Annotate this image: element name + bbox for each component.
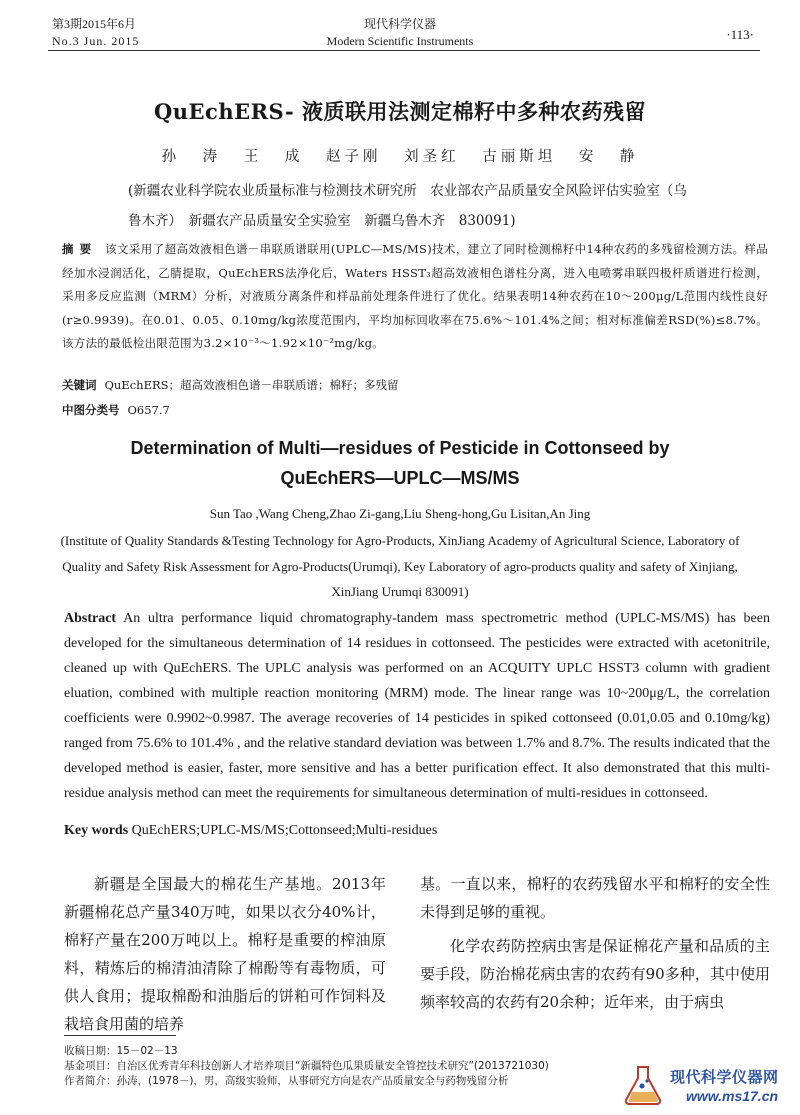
keywords-label-cn: 关键词 (62, 378, 97, 392)
english-abstract (64, 606, 770, 806)
keywords-text-cn: QuEchERS；超高效液相色谱－串联质谱；棉籽；多残留 (104, 378, 399, 392)
body-paragraph: 新疆是全国最大的棉花生产基地。2013年新疆棉花总产量340万吨，如果以衣分40%计，棉籽产量在200万吨以上。棉籽是重要的榨油原料，精炼后的棉清油清除了棉酚等有毒物质，可供人食用；提取棉酚和油脂后的饼粕可作饲料及栽培食用菌的培养 (64, 875, 386, 1033)
page-number: ·113· (726, 27, 754, 42)
english-title-line2: QuEchERS—UPLC—MS/MS (280, 468, 520, 488)
english-title-line1: Determination of Multi—residues of Pesticide in Cottonseed by (130, 438, 670, 458)
english-affiliation: (Institute of Quality Standards &Testing Technology for Agro-Products, XinJiang Academy of Agricultural Science, Laboratory of Quality and Safety Risk Assessment for Agro-Products(Urumqi), Key Laboratory of agro-products quality and safety of Xinjiang, XinJiang Urumqi 830091) (60, 533, 740, 599)
class-code: O657.7 (127, 403, 170, 417)
watermark-title: 现代科学仪器网 (670, 1068, 779, 1086)
running-header-journal (280, 16, 520, 50)
chinese-authors: 孙 涛 王 成 赵子刚 刘圣红 古丽斯坦 安 静 (161, 149, 639, 165)
english-keywords (64, 823, 437, 839)
abstract-label-cn: 摘要 (62, 242, 98, 256)
abstract-text-cn: 该文采用了超高效液相色谱－串联质谱联用(UPLC—MS/MS)技术，建立了同时检测棉籽中14种农药的多残留检测方法。样品经加水浸润活化，乙腈提取，QuEchERS法净化后，Waters HSST₃超高效液相色谱柱分离，进入电喷雾串联四极杆质谱进行检测，采用多反应监测（MRM）分析，对液质分离条件和样品前处理条件进行了优化。结果表明14种农药在10～200μg/L范围内线性良好(r≥0.9939)。在0.01、0.05、0.10mg/kg浓度范围内，平均加标回收率在75.6%～101.4%之间；相对标准偏差RSD(%)≤8.7%。该方法的最低检出限范围为3.2×10⁻³～1.92×10⁻²mg/kg。 (62, 242, 769, 350)
site-watermark (620, 1060, 790, 1110)
footnote-author: 作者简介：孙涛，(1978－)，男，高级实验师，从事研究方向是农产品质量安全与药物残留分析 (64, 1075, 509, 1087)
english-authors: Sun Tao ,Wang Cheng,Zhao Zi-gang,Liu Sheng-hong,Gu Lisitan,An Jing (209, 506, 591, 521)
chinese-keywords (62, 377, 399, 393)
journal-en: Modern Scientific Instruments (326, 34, 474, 48)
flask-logo-icon (620, 1064, 666, 1106)
abstract-label-en: Abstract (64, 611, 117, 626)
journal-cn: 现代科学仪器 (363, 17, 436, 31)
class-label: 中图分类号 (62, 403, 120, 417)
running-header-issue (52, 16, 139, 50)
chinese-affiliation: (新疆农业科学院农业质量标准与检测技术研究所 农业部农产品质量安全风险评估实验室（乌鲁木齐） 新疆农产品质量安全实验室 新疆乌鲁木齐 830091) (128, 183, 687, 229)
classification (62, 402, 170, 418)
body-paragraph: 基。一直以来，棉籽的农药残留水平和棉籽的安全性未得到足够的重视。 (420, 875, 770, 921)
body-column-right (420, 870, 770, 1016)
chinese-abstract (62, 238, 768, 356)
body-column-left (64, 870, 386, 1038)
abstract-text-en: An ultra performance liquid chromatography-tandem mass spectrometric method (UPLC-MS/MS) has been developed for the simultaneous determination of 14 residues in cottonseed. The pesticides were extracted with acetonitrile, cleaned up with QuEchERS. The UPLC analysis was performed on an ACQUITY UPLC HSST3 column with gradient eluation, combined with multiple reaction monitoring (MRM) mode. The linear range was 10~200μg/L, the correlation coefficients were 0.9902~0.9987. The average recoveries of 14 pesticides in spiked cottonseed (0.01,0.05 and 0.10mg/kg) ranged from 75.6% to 101.4% , and the relative standard deviation was between 1.7% and 8.7%. The results indicated that the developed method is easier, faster, more sensitive and has a better purification effect. It also demonstrated that this multi-residue analysis method can meet the requirements for simultaneous determination of multi-residues in cottonseed. (64, 611, 770, 801)
issue-cn: 第3期2015年6月 (52, 17, 137, 31)
header-rule (48, 50, 760, 51)
keywords-text-en: QuEchERS;UPLC-MS/MS;Cottonseed;Multi-residues (131, 823, 438, 838)
keywords-label-en: Key words (64, 823, 129, 838)
footnote-rule (64, 1035, 176, 1036)
footnote-received: 收稿日期：15－02－13 (64, 1045, 178, 1057)
body-paragraph: 化学农药防控病虫害是保证棉花产量和品质的主要手段，防治棉花病虫害的农药有90多种，其中使用频率较高的农药有20余种；近年来，由于病虫 (420, 937, 770, 1011)
chinese-title: QuEchERS- 液质联用法测定棉籽中多种农药残留 (153, 99, 647, 124)
issue-en: No.3 Jun. 2015 (52, 34, 140, 48)
footnote-fund: 基金项目：自治区优秀青年科技创新人才培养项目“新疆特色瓜果质量安全管控技术研究”(2013721030) (64, 1060, 549, 1072)
english-title (40, 433, 760, 493)
watermark-url: www.ms17.cn (686, 1088, 779, 1104)
footnote (64, 1044, 549, 1089)
